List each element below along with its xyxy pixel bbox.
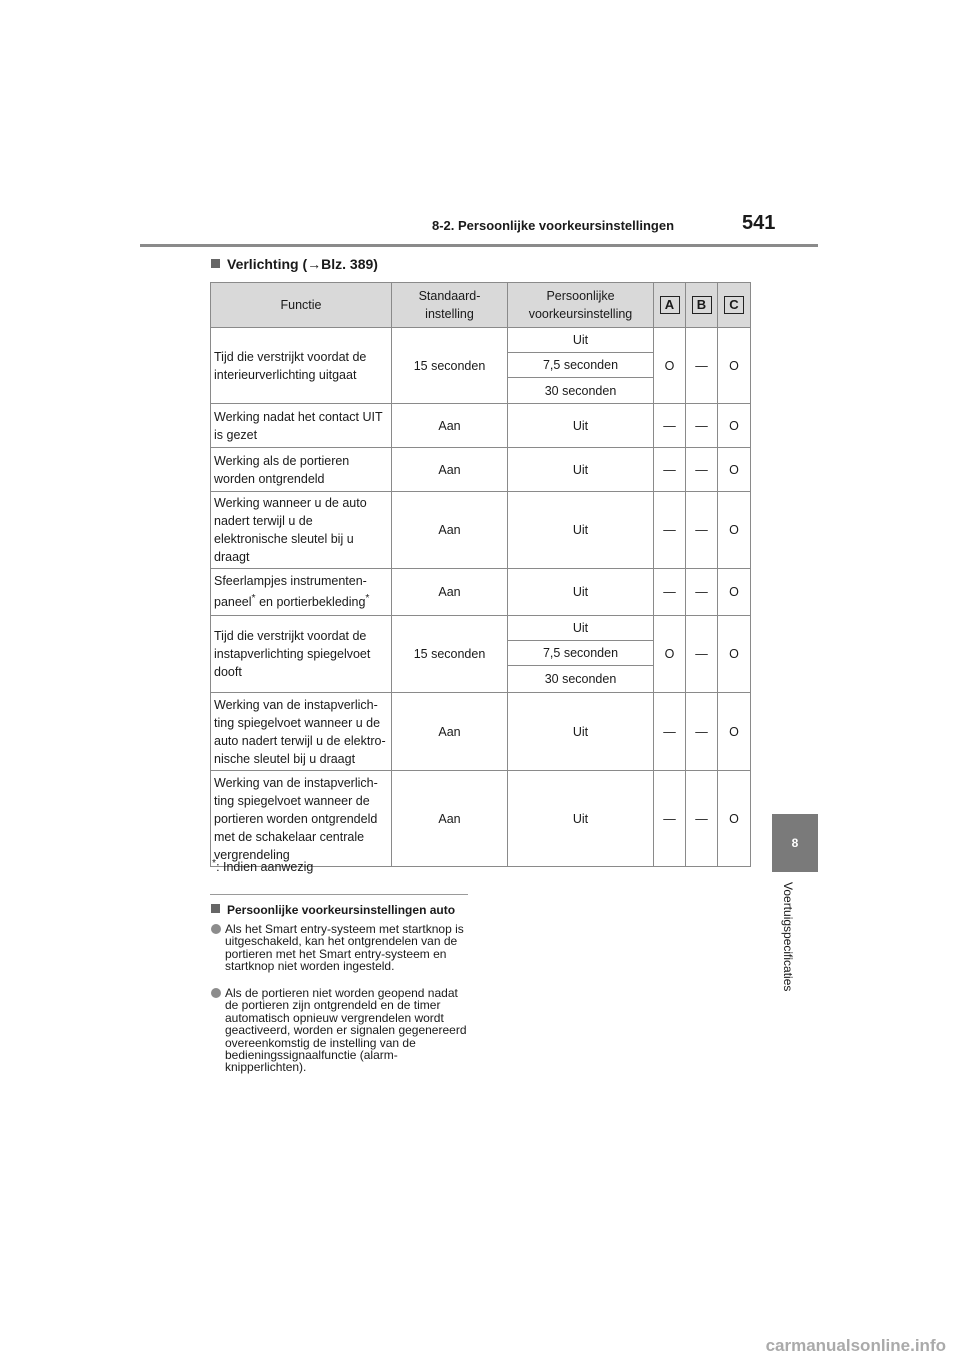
option-cell: 30 seconden bbox=[508, 666, 654, 693]
b-cell: — bbox=[686, 693, 718, 771]
header-c bbox=[718, 283, 751, 328]
function-cell: Tijd die verstrijkt voordat de instapverlichting spiegelvoet dooft bbox=[211, 616, 392, 693]
function-cell: Werking nadat het contact UIT is gezet bbox=[211, 404, 392, 448]
c-cell: O bbox=[718, 404, 751, 448]
header-custom: Persoonlijke voorkeursinstelling bbox=[508, 283, 654, 328]
c-cell: O bbox=[718, 616, 751, 693]
default-cell: Aan bbox=[392, 448, 508, 492]
footnote-mark: * bbox=[212, 858, 217, 869]
chapter-tab[interactable] bbox=[772, 814, 818, 872]
header-a bbox=[654, 283, 686, 328]
option-cell: Uit bbox=[508, 404, 654, 448]
header-default: Standaard- instelling bbox=[392, 283, 508, 328]
option-cell: 7,5 seconden bbox=[508, 641, 654, 666]
chapter-label: Voertuigspecificaties bbox=[781, 882, 795, 992]
b-cell: — bbox=[686, 771, 718, 867]
c-cell: O bbox=[718, 492, 751, 569]
default-cell: Aan bbox=[392, 693, 508, 771]
c-cell: O bbox=[718, 328, 751, 404]
a-cell: O bbox=[654, 616, 686, 693]
default-cell: Aan bbox=[392, 569, 508, 616]
option-cell: Uit bbox=[508, 693, 654, 771]
table-row bbox=[211, 492, 751, 569]
c-cell: O bbox=[718, 569, 751, 616]
option-cell: Uit bbox=[508, 448, 654, 492]
default-cell: 15 seconden bbox=[392, 616, 508, 693]
note-item: Als het Smart entry-systeem met startknop is uitgeschakeld, kan het ontgrendelen van de portieren met het Smart entry-systeem en startknop niet worden ingesteld. bbox=[211, 923, 467, 973]
b-cell: — bbox=[686, 616, 718, 693]
b-cell: — bbox=[686, 328, 718, 404]
a-cell: — bbox=[654, 569, 686, 616]
notes-title: Persoonlijke voorkeursinstellingen auto bbox=[211, 903, 455, 917]
circle-bullet-icon bbox=[211, 988, 221, 998]
note-item: Als de portieren niet worden geopend nadat de portieren zijn ontgrendeld en de timer automatisch opnieuw vergrendelen wordt geactiveerd, worden er signalen gegenereerd overeenkomstig de instelling van de bedieningssignaalfunctie (alarm-knipperlichten). bbox=[211, 987, 467, 1074]
table-row bbox=[211, 328, 751, 353]
option-cell: Uit bbox=[508, 771, 654, 867]
table-row bbox=[211, 569, 751, 616]
footnote-text: : Indien aanwezig bbox=[216, 860, 314, 875]
c-cell: O bbox=[718, 448, 751, 492]
letter-b-box: B bbox=[692, 296, 712, 314]
footnote-mark: * bbox=[251, 593, 256, 605]
table-row bbox=[211, 693, 751, 771]
b-cell: — bbox=[686, 448, 718, 492]
option-cell: Uit bbox=[508, 616, 654, 641]
option-cell: Uit bbox=[508, 328, 654, 353]
function-cell: Tijd die verstrijkt voordat de interieurverlichting uitgaat bbox=[211, 328, 392, 404]
circle-bullet-icon bbox=[211, 924, 221, 934]
b-cell: — bbox=[686, 404, 718, 448]
header-function: Functie bbox=[211, 283, 392, 328]
option-cell: Uit bbox=[508, 569, 654, 616]
table-header-row bbox=[211, 283, 751, 328]
a-cell: — bbox=[654, 448, 686, 492]
function-cell: Werking van de instapverlich-ting spiegelvoet wanneer u de auto nadert terwijl u de elektro-nische sleutel bij u draagt bbox=[211, 693, 392, 771]
header-b bbox=[686, 283, 718, 328]
footnote-mark: * bbox=[365, 593, 370, 605]
section-header: 8-2. Persoonlijke voorkeursinstellingen bbox=[432, 218, 675, 233]
square-bullet-icon bbox=[211, 259, 220, 268]
a-cell: — bbox=[654, 771, 686, 867]
page-number: 541 bbox=[742, 212, 776, 234]
a-cell: O bbox=[654, 328, 686, 404]
section-title-text: Verlichting (→Blz. 389) bbox=[227, 256, 378, 272]
letter-c-box: C bbox=[724, 296, 744, 314]
option-cell: 7,5 seconden bbox=[508, 353, 654, 378]
b-cell: — bbox=[686, 492, 718, 569]
option-cell: Uit bbox=[508, 492, 654, 569]
c-cell: O bbox=[718, 771, 751, 867]
function-cell: Werking als de portieren worden ontgrendeld bbox=[211, 448, 392, 492]
chapter-number: 8 bbox=[791, 836, 799, 850]
function-cell: Werking van de instapverlich-ting spiegelvoet wanneer de portieren worden ontgrendeld met de schakelaar centrale vergrendeling bbox=[211, 771, 392, 867]
c-cell: O bbox=[718, 693, 751, 771]
default-cell: Aan bbox=[392, 771, 508, 867]
settings-table bbox=[210, 282, 751, 867]
a-cell: — bbox=[654, 492, 686, 569]
option-cell: 30 seconden bbox=[508, 378, 654, 404]
notes-divider bbox=[210, 894, 468, 895]
default-cell: Aan bbox=[392, 492, 508, 569]
a-cell: — bbox=[654, 693, 686, 771]
square-bullet-icon bbox=[211, 904, 220, 913]
default-cell: 15 seconden bbox=[392, 328, 508, 404]
watermark: carmanualsonline.info bbox=[765, 1336, 946, 1355]
table-row bbox=[211, 616, 751, 641]
b-cell: — bbox=[686, 569, 718, 616]
table-row bbox=[211, 404, 751, 448]
footnote bbox=[212, 858, 313, 874]
table-row bbox=[211, 771, 751, 867]
default-cell: Aan bbox=[392, 404, 508, 448]
table-row bbox=[211, 448, 751, 492]
function-cell: Werking wanneer u de auto nadert terwijl u de elektronische sleutel bij u draagt bbox=[211, 492, 392, 569]
section-title bbox=[211, 256, 378, 272]
a-cell: — bbox=[654, 404, 686, 448]
letter-a-box: A bbox=[660, 296, 680, 314]
function-cell: Sfeerlampjes instrumenten-paneel* en portierbekleding* bbox=[211, 569, 392, 616]
header-rule bbox=[140, 244, 818, 247]
